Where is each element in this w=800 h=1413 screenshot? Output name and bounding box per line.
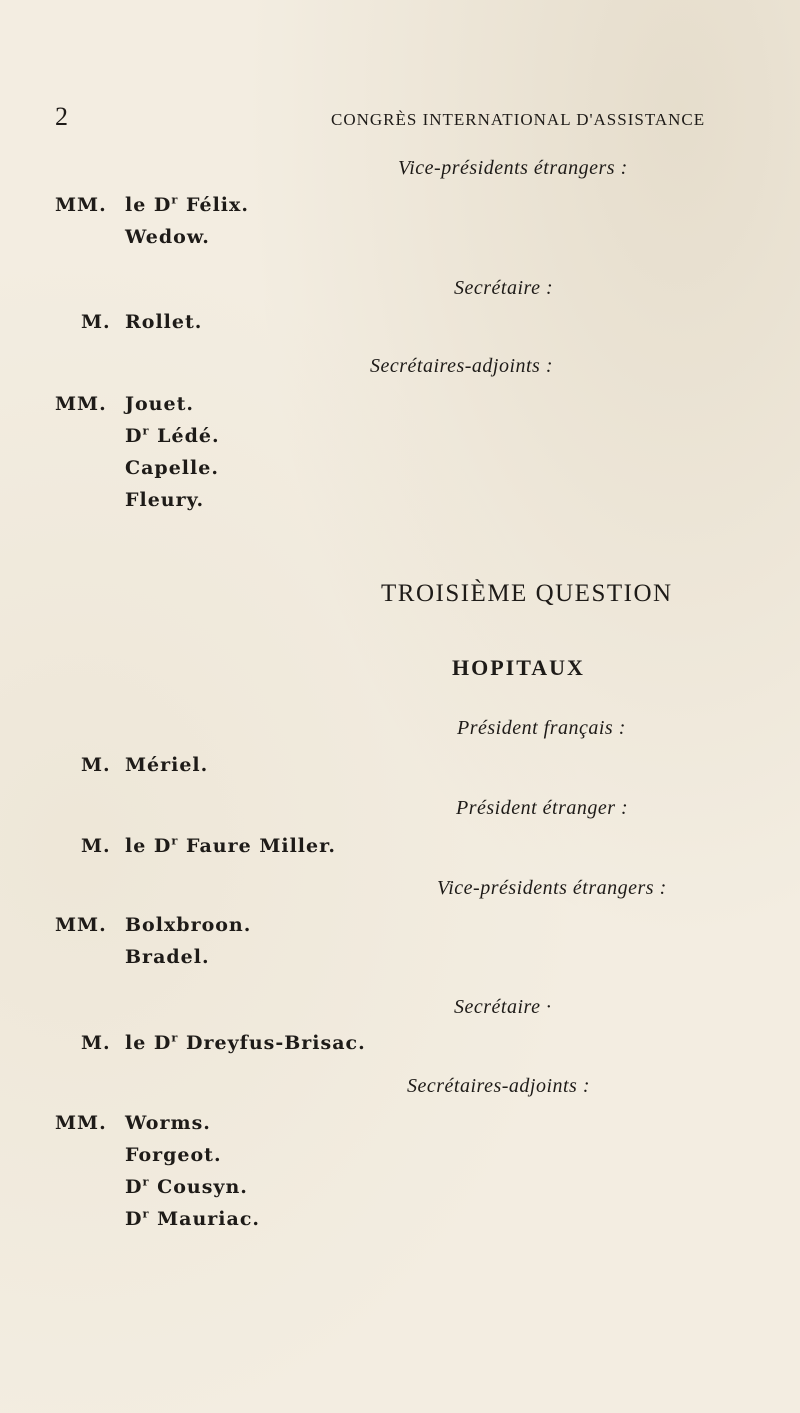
vice-president-name: Bolxbroon. [125, 914, 252, 936]
president-francais-label: Président français : [457, 717, 626, 739]
adjoint-name: Worms. [125, 1112, 211, 1134]
vice-presidents-label: Vice-présidents étrangers : [398, 157, 628, 179]
section-title: TROISIÈME QUESTION [381, 580, 673, 607]
secretary-label: Secrétaire : [454, 277, 554, 299]
honorific-prefix: M. [81, 754, 111, 776]
vice-president-name: le $D^r$ Félix. [125, 192, 249, 216]
president-etranger-label: Président étranger : [456, 797, 629, 819]
honorific-prefix: M. [81, 835, 111, 857]
president-etranger-name: le $D^r$ Faure Miller. [125, 833, 336, 857]
section-subtitle: HOPITAUX [452, 655, 585, 680]
president-francais-row [81, 754, 208, 776]
running-title: CONGRÈS INTERNATIONAL D'ASSISTANCE [331, 110, 706, 129]
vice-president-row [55, 914, 251, 936]
vice-presidents-label: Vice-présidents étrangers : [437, 877, 667, 899]
secretary-row [81, 1032, 366, 1054]
adjoint-name: $D^r$ Mauriac. [125, 1206, 261, 1230]
adjoint-name: $D^r$ Cousyn. [125, 1174, 248, 1198]
vice-president-name: Wedow. [125, 226, 210, 248]
president-etranger-row [81, 835, 336, 857]
adjoints-label: Secrétaires-adjoints : [370, 355, 554, 377]
honorific-prefix: M. [81, 1032, 111, 1054]
secretary-name: le $D^r$ Dreyfus-Brisac. [125, 1030, 366, 1054]
adjoint-name: $D^r$ Lédé. [125, 423, 220, 447]
vice-president-name: Bradel. [125, 946, 210, 968]
secretary-name: Rollet. [125, 311, 203, 333]
adjoint-row [55, 1112, 211, 1134]
adjoint-name: Forgeot. [125, 1144, 222, 1166]
vice-president-row [55, 194, 249, 216]
adjoint-name: Jouet. [125, 393, 194, 415]
honorific-prefix: M. [81, 311, 111, 333]
secretary-row [81, 311, 202, 333]
honorific-prefix: MM. [55, 194, 107, 216]
adjoint-name: Fleury. [125, 489, 205, 511]
adjoint-name: Capelle. [125, 457, 219, 479]
honorific-prefix: MM. [55, 393, 107, 415]
adjoints-label: Secrétaires-adjoints : [407, 1075, 591, 1097]
honorific-prefix: MM. [55, 1112, 107, 1134]
secretary-label: Secrétaire · [454, 996, 552, 1018]
honorific-prefix: MM. [55, 914, 107, 936]
president-francais-name: Mériel. [125, 754, 209, 776]
adjoint-row [55, 393, 194, 415]
page-number: 2 [55, 102, 68, 131]
